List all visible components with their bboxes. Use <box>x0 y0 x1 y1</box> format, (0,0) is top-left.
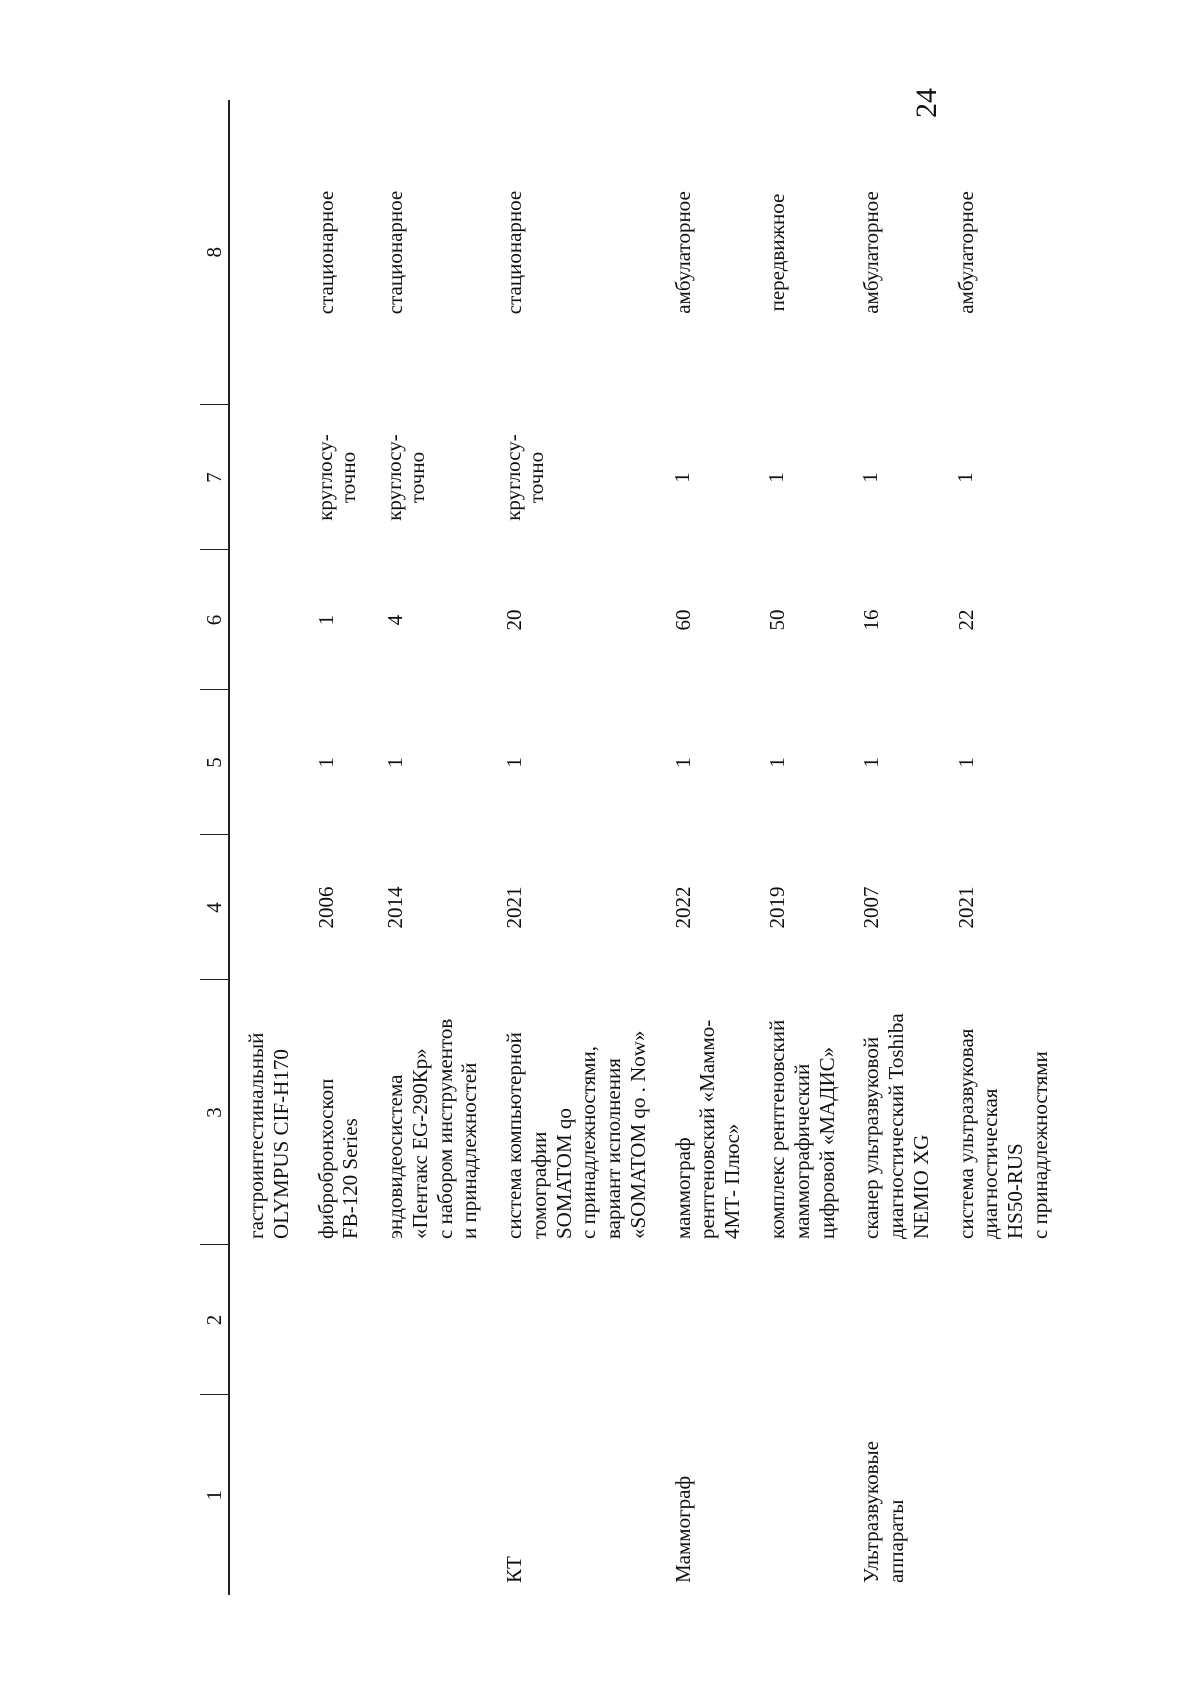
table-row <box>845 100 939 1595</box>
mode-cell: стационарное <box>502 190 527 315</box>
description-line: гастроинтестинальный <box>244 1032 268 1239</box>
year-cell: 2022 <box>670 886 695 929</box>
equipment-type <box>369 1395 488 1595</box>
count-cell: 1 <box>502 757 527 768</box>
count-cell: 1 <box>859 757 884 768</box>
equipment-description <box>940 980 1059 1245</box>
description-line: «Пентакс EG-290Кр» <box>407 1048 432 1239</box>
count-cell: 1 <box>670 757 695 768</box>
table-row <box>229 100 300 1595</box>
table-row <box>940 100 1059 1595</box>
table-row <box>751 100 845 1595</box>
year-cell: 2019 <box>765 886 790 929</box>
description-line: вариант исполнения <box>601 1058 626 1239</box>
equipment-description <box>751 980 845 1245</box>
column-number: 5 <box>200 690 229 835</box>
load-cell: 60 <box>670 609 695 631</box>
mode-cell: передвижное <box>765 193 790 312</box>
column-number: 1 <box>200 1395 229 1595</box>
count-cell: 1 <box>953 757 978 768</box>
equipment-description <box>657 980 751 1245</box>
equipment-type: Маммограф <box>670 1475 695 1583</box>
load-cell <box>229 550 300 690</box>
equipment-table-sheet <box>200 100 1052 1595</box>
shift-cell: 1 <box>858 472 883 483</box>
description-line: FB-120 Series <box>338 1118 363 1239</box>
shift-cell: круглосу-точно <box>501 434 549 521</box>
shift-cell: 1 <box>669 472 694 483</box>
description-line: SOMATOM qo <box>551 1108 576 1239</box>
column-2-cell <box>751 1245 845 1395</box>
year-cell: 2021 <box>502 886 527 929</box>
description-line: цифровой «МАДИС» <box>814 1046 839 1239</box>
equipment-type <box>940 1395 1059 1595</box>
year-cell <box>229 835 300 980</box>
load-cell: 16 <box>859 609 884 631</box>
column-numbers-row <box>200 100 229 1595</box>
count-cell: 1 <box>313 757 338 768</box>
column-number: 3 <box>200 980 229 1245</box>
load-cell: 22 <box>953 609 978 631</box>
column-number: 7 <box>200 405 229 550</box>
mode-cell: стационарное <box>383 190 408 315</box>
description-line: маммограф <box>670 1137 695 1239</box>
description-line: сканер ультразвуковой <box>859 1036 884 1239</box>
load-cell: 4 <box>383 614 408 626</box>
column-number: 6 <box>200 550 229 690</box>
year-cell: 2007 <box>859 886 884 929</box>
description-line: эндовидеосистема <box>383 1074 408 1239</box>
table-row <box>488 100 657 1595</box>
description-line: диагностическая <box>978 1088 1003 1239</box>
equipment-table <box>200 100 1059 1595</box>
description-line: комплекс рентгеновский <box>765 1019 790 1239</box>
shift-cell: круглосу-точно <box>382 434 430 521</box>
column-number: 8 <box>200 100 229 405</box>
description-line: OLYMPUS CIF-H170 <box>268 1049 293 1239</box>
description-line: томографии <box>526 1131 551 1239</box>
column-2-cell <box>300 1245 370 1395</box>
equipment-description <box>845 980 939 1245</box>
mode-cell <box>229 100 300 405</box>
equipment-type <box>300 1395 370 1595</box>
year-cell: 2014 <box>383 886 408 929</box>
shift-cell: 1 <box>764 472 789 483</box>
column-number: 4 <box>200 835 229 980</box>
description-line: диагностический Toshiba <box>884 1013 909 1239</box>
shift-cell: 1 <box>952 472 977 483</box>
year-cell: 2021 <box>953 886 978 929</box>
year-cell: 2006 <box>313 886 338 929</box>
mode-cell: амбулаторное <box>670 191 695 314</box>
equipment-type <box>751 1395 845 1595</box>
table-row <box>300 100 370 1595</box>
equipment-description <box>300 980 370 1245</box>
mode-cell: амбулаторное <box>953 191 978 314</box>
description-line: с принадлежностями, <box>576 1045 601 1239</box>
mode-cell: стационарное <box>313 190 338 315</box>
description-line: NEMIO XG <box>908 1134 933 1239</box>
description-line: маммографический <box>789 1063 814 1239</box>
equipment-description <box>369 980 488 1245</box>
load-cell: 20 <box>502 609 527 631</box>
description-line: HS50-RUS <box>1003 1143 1028 1239</box>
count-cell: 1 <box>765 757 790 768</box>
table-row <box>369 100 488 1595</box>
description-line: 4МТ- Плюс» <box>720 1123 745 1239</box>
column-2-cell <box>369 1245 488 1395</box>
description-line: система ультразвуковая <box>953 1028 978 1239</box>
column-2-cell <box>845 1245 939 1395</box>
description-line: рентгеновский «Маммо- <box>695 1019 720 1239</box>
description-line: с набором инструментов <box>432 1018 457 1239</box>
column-number: 2 <box>200 1245 229 1395</box>
shift-cell <box>229 405 300 550</box>
table-row <box>657 100 751 1595</box>
count-cell: 1 <box>383 757 408 768</box>
description-line: система компьютерной <box>502 1032 527 1239</box>
description-line: фибробронхоскоп <box>313 1078 338 1239</box>
shift-cell: круглосу-точно <box>312 434 360 521</box>
column-2-cell <box>229 1245 300 1395</box>
equipment-type: Ультразвуковые аппараты <box>859 1441 909 1583</box>
equipment-type: КТ <box>502 1556 527 1583</box>
equipment-description <box>488 980 657 1245</box>
description-line: с принадлежностями <box>1027 1051 1052 1239</box>
column-2-cell <box>940 1245 1059 1395</box>
load-cell: 1 <box>313 614 338 626</box>
mode-cell: амбулаторное <box>859 191 884 314</box>
column-2-cell <box>488 1245 657 1395</box>
equipment-type <box>229 1395 300 1595</box>
description-line: «SOMATOM qo . Now» <box>625 1030 650 1239</box>
load-cell: 50 <box>765 609 790 631</box>
page-number: 24 <box>910 88 943 118</box>
description-line: и принадлежностей <box>457 1062 482 1239</box>
equipment-description <box>229 980 300 1245</box>
column-2-cell <box>657 1245 751 1395</box>
count-cell <box>229 690 300 835</box>
